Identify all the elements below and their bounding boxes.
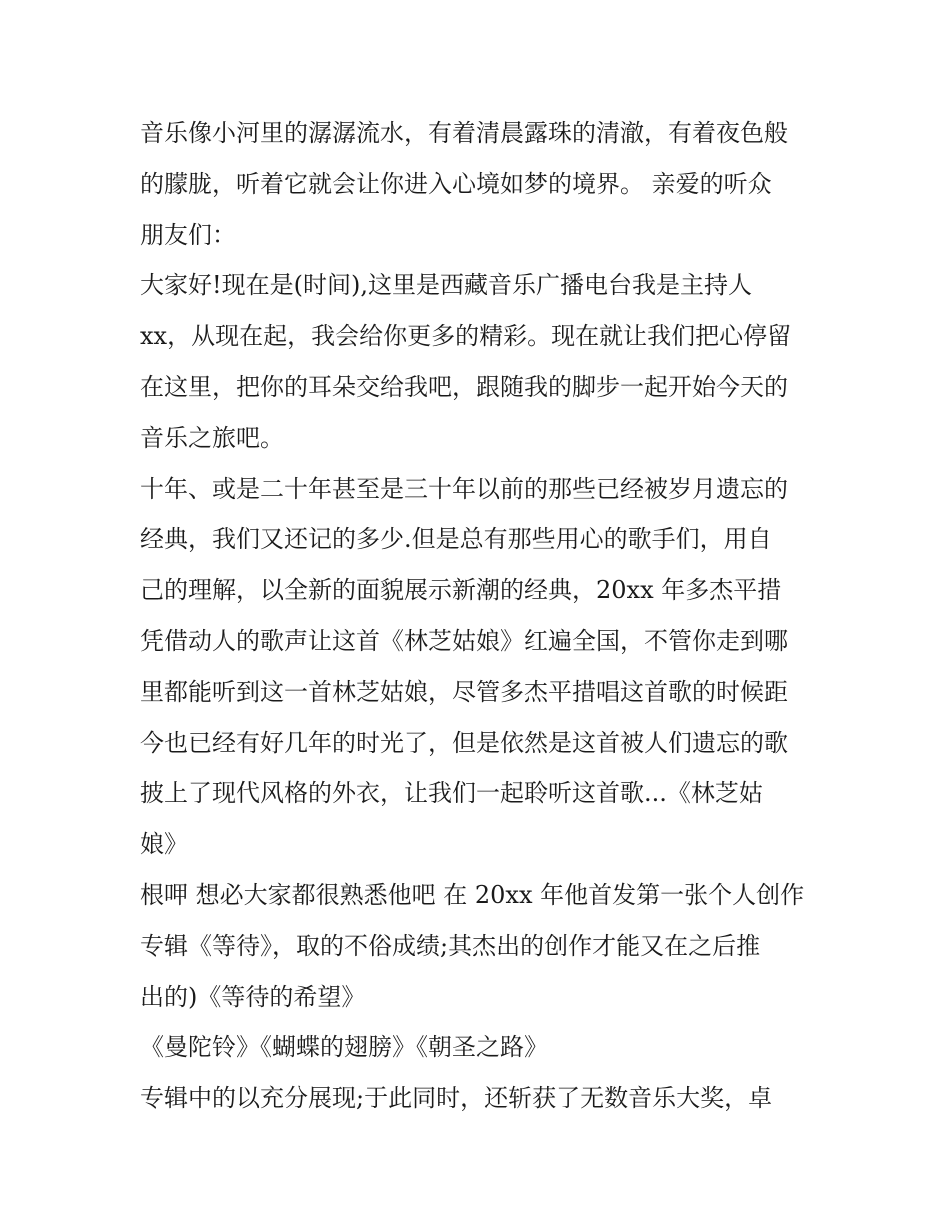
text-line: 大家好!现在是(时间),这里是西藏音乐广播电台我是主持人 — [140, 271, 752, 300]
text-line: xx，从现在起，我会给你更多的精彩。现在就让我们把心停留 — [140, 322, 792, 351]
text-line: 《曼陀铃》《蝴蝶的翅膀》《朝圣之路》 — [140, 1033, 548, 1062]
text-line: 披上了现代风格的外衣，让我们一起聆听这首歌...《林芝姑 — [140, 779, 763, 808]
text-line: 的朦胧，听着它就会让你进入心境如梦的境界。 亲爱的听众 — [140, 169, 772, 198]
text-line: 里都能听到这一首林芝姑娘，尽管多杰平措唱这首歌的时候距 — [140, 677, 788, 706]
text-line: 专辑中的以充分展现;于此同时，还斩获了无数音乐大奖，卓 — [140, 1084, 773, 1113]
text-line: 己的理解，以全新的面貌展示新潮的经典，20xx 年多杰平措 — [140, 576, 782, 605]
text-line: 经典，我们又还记的多少.但是总有那些用心的歌手们，用自 — [140, 525, 772, 554]
text-line: 朋友们： — [140, 220, 236, 249]
text-line: 出的)《等待的希望》 — [140, 982, 366, 1011]
text-line: 娘》 — [140, 830, 188, 859]
text-line: 音乐之旅吧。 — [140, 423, 284, 452]
text-line: 在这里，把你的耳朵交给我吧，跟随我的脚步一起开始今天的 — [140, 372, 788, 401]
text-line: 音乐像小河里的潺潺流水，有着清晨露珠的清澈，有着夜色般 — [140, 119, 788, 147]
text-line: 今也已经有好几年的时光了，但是依然是这首被人们遗忘的歌 — [140, 728, 788, 757]
document-body — [140, 108, 820, 1124]
text-line: 根呷 想必大家都很熟悉他吧 在 20xx 年他首发第一张个人创作 — [140, 880, 805, 909]
text-line: 十年、或是二十年甚至是三十年以前的那些已经被岁月遗忘的 — [140, 474, 788, 503]
text-line: 专辑《等待》，取的不俗成绩;其杰出的创作才能又在之后推 — [140, 931, 761, 960]
text-line: 凭借动人的歌声让这首《林芝姑娘》红遍全国，不管你走到哪 — [140, 626, 788, 655]
